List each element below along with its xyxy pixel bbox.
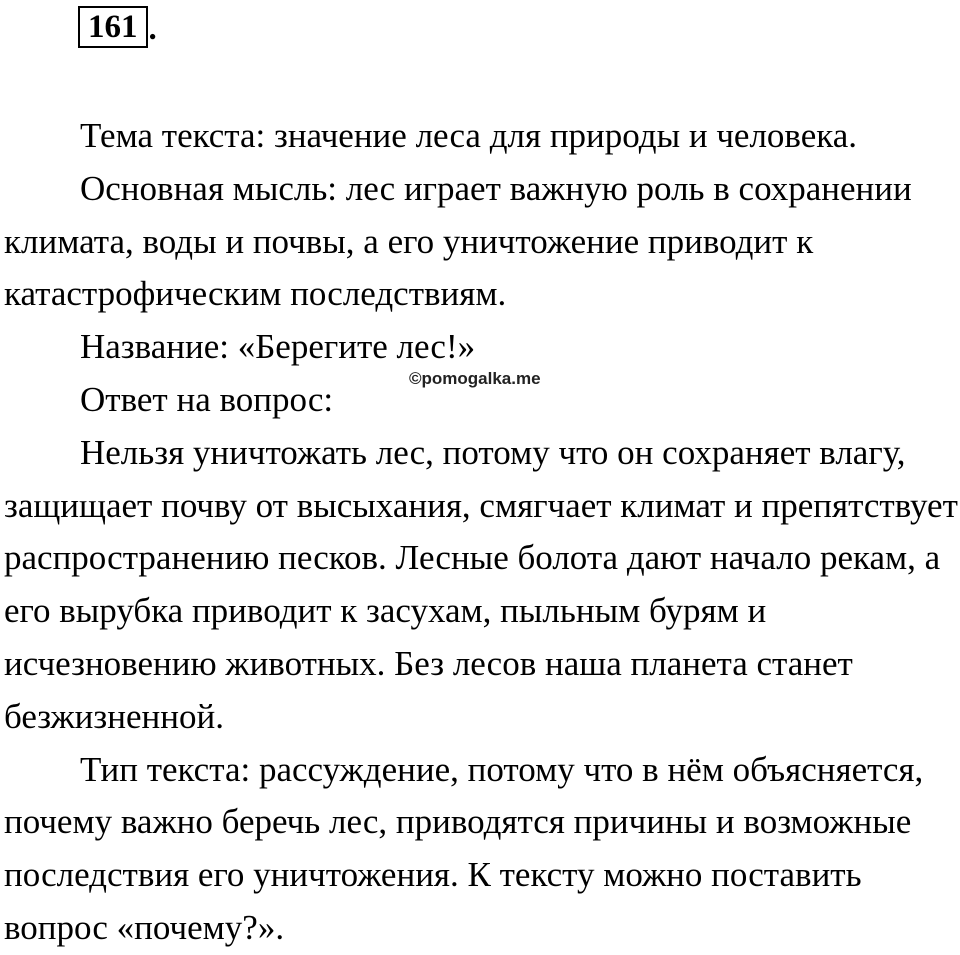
- answer-text: [4, 110, 960, 955]
- task-number: [78, 6, 157, 48]
- watermark: ©pomogalka.me: [409, 369, 541, 388]
- paragraph-title: Название: «Берегите лес!»: [80, 327, 476, 367]
- paragraph-answer-heading: Ответ на вопрос:: [80, 379, 334, 419]
- task-number-box: 161: [78, 6, 148, 48]
- paragraph-main-idea: Основная мысль: лес играет важную роль в сохранении климата, воды и почвы, а его уничтожение приводит к катастрофическим последствиям.: [4, 168, 912, 314]
- task-number-dot: .: [148, 11, 157, 47]
- paragraph-text-type: Тип текста: рассуждение, потому что в нём объясняется, почему важно беречь лес, приводятся причины и возможные последствия его уничтожения. К тексту можно поставить вопрос «почему?».: [4, 749, 924, 947]
- paragraph-topic: Тема текста: значение леса для природы и человека.: [80, 116, 858, 155]
- paragraph-answer: Нельзя уничтожать лес, потому что он сохраняет влагу, защищает почву от высыхания, смягчает климат и препятствует распространению песков. Лесные болота дают начало рекам, а его вырубка приводит к засухам, пыльным бурям и исчезновению животных. Без лесов наша планета станет безжизненной.: [4, 432, 958, 736]
